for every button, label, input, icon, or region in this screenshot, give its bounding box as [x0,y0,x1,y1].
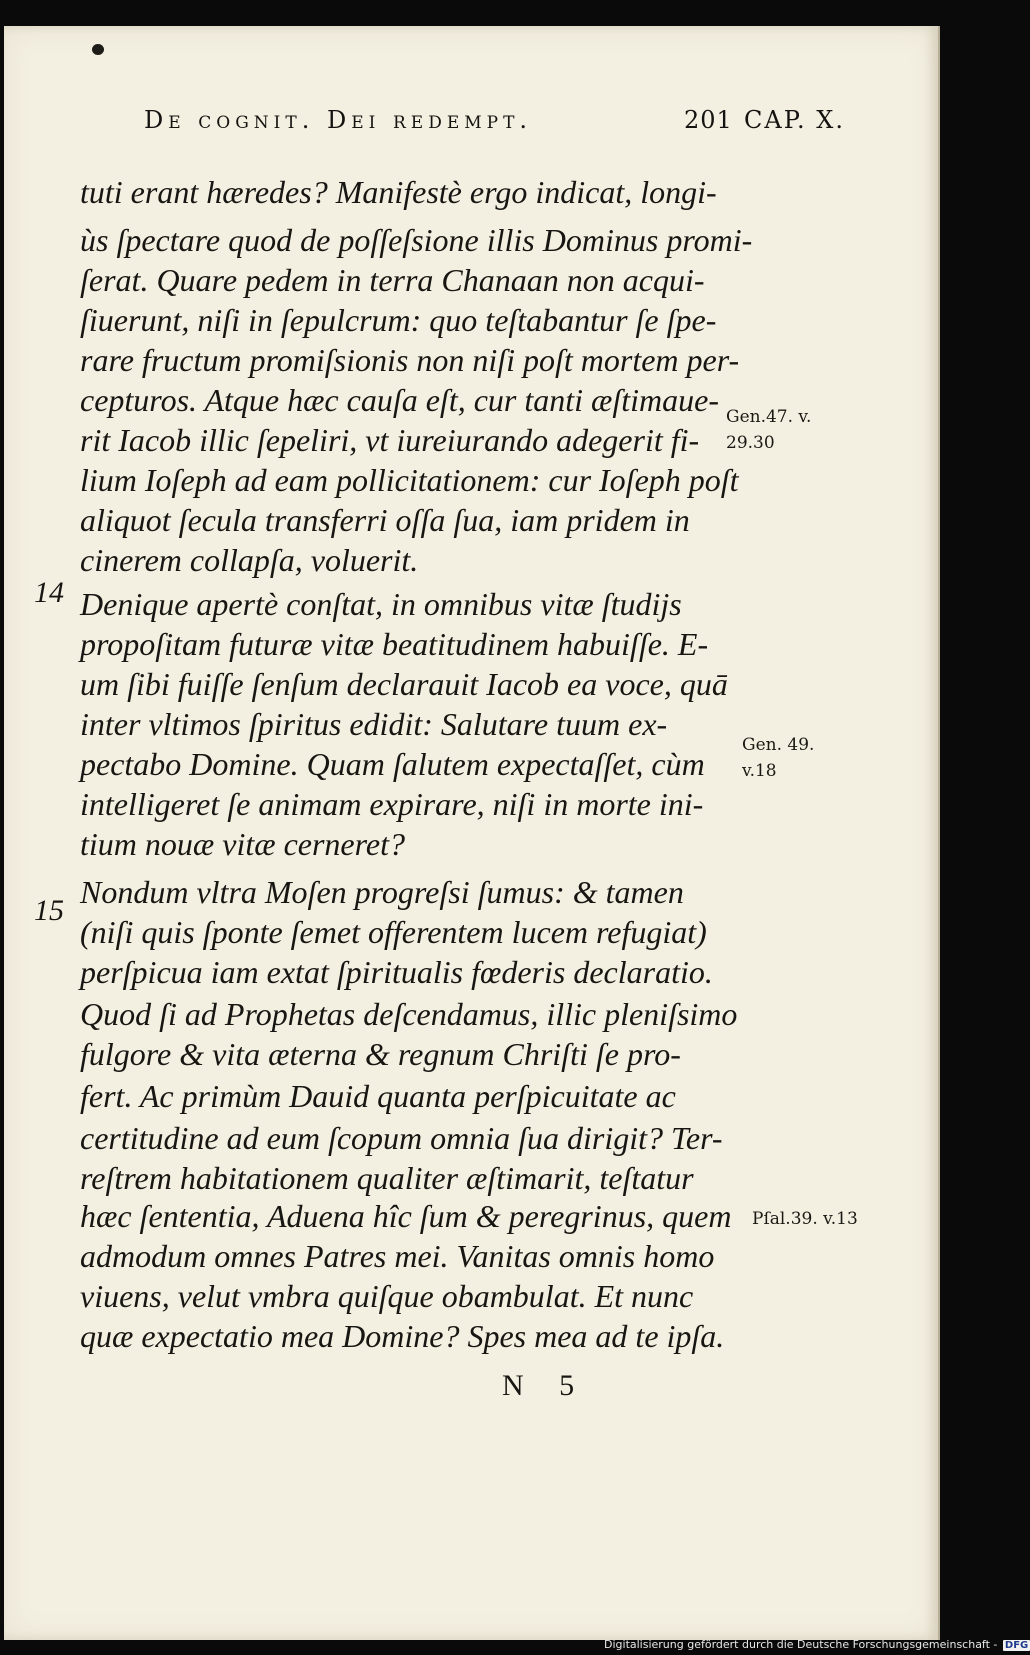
text-line: certitudine ad eum ſcopum omnia ſua dirigit? Ter- [80,1120,723,1156]
text-line: Denique apertè conſtat, in omnibus vitæ ſtudijs [80,586,682,622]
text-line: ſerat. Quare pedem in terra Chanaan non acqui- [80,262,705,298]
text-line: perſpicua iam extat ſpiritualis fœderis declaratio. [80,954,713,990]
text-line: fulgore & vita æterna & regnum Chriſti ſe pro- [80,1036,681,1072]
text-line: um ſibi fuiſſe ſenſum declarauit Iacob ea voce, quā [80,666,728,702]
text-line: quæ expectatio mea Domine? Spes mea ad te ipſa. [80,1318,725,1354]
text-line: inter vltimos ſpiritus edidit: Salutare tuum ex- [80,706,668,742]
text-line: tuti erant hæredes? Manifestè ergo indicat, longi- [80,174,717,210]
dfg-logo: DFG [1004,1640,1029,1651]
footer-credit [604,1638,1029,1652]
book-page [4,26,940,1640]
text-line: (niſi quis ſponte ſemet offerentem lucem refugiat) [80,914,707,950]
text-line: admodum omnes Patres mei. Vanitas omnis homo [80,1238,715,1274]
paragraph-number-15: 15 [34,894,64,927]
chapter-label: CAP. X. [744,106,845,134]
page-number: 201 [684,106,733,134]
text-line: pectabo Domine. Quam ſalutem expectaſſet, cùm [80,746,705,782]
running-title: De cognit. Dei redempt. [144,106,533,134]
paragraph-number-14: 14 [34,576,64,609]
text-line: tium nouæ vitæ cerneret? [80,826,405,862]
text-line: rit Iacob illic ſepeliri, vt iureiurando adegerit fi- [80,422,700,458]
text-line: Nondum vltra Moſen progreſsi ſumus: & tamen [80,874,684,910]
text-line: viuens, velut vmbra quiſque obambulat. Et nunc [80,1278,694,1314]
text-line: aliquot ſecula transferri oſſa ſua, iam pridem in [80,502,690,538]
text-line: propoſitam futuræ vitæ beatitudinem habuiſſe. E- [80,626,709,662]
signature-mark: N 5 [502,1369,589,1402]
margin-note-psal39: Pſal.39. v.13 [752,1209,858,1229]
text-line: ùs ſpectare quod de poſſeſsione illis Dominus promi- [80,222,753,258]
text-line: cepturos. Atque hæc cauſa eſt, cur tanti æſtimaue- [80,382,720,418]
text-line: lium Ioſeph ad eam pollicitationem: cur Ioſeph poſt [80,462,739,498]
text-line: intelligeret ſe animam expirare, niſi in morte ini- [80,786,704,822]
running-header [144,106,864,140]
text-line: hæc ſententia, Aduena hîc ſum & peregrinus, quem [80,1198,732,1234]
text-line: Quod ſi ad Prophetas deſcendamus, illic pleniſsimo [80,996,738,1032]
text-line: rare fructum promiſsionis non niſi poſt mortem per- [80,342,740,378]
text-line: cinerem collapſa, voluerit. [80,542,419,578]
text-line: ſiuerunt, niſi in ſepulcrum: quo teſtabantur ſe ſpe- [80,302,717,338]
text-line: reſtrem habitationem qualiter æſtimarit, teſtatur [80,1160,694,1196]
footer-text: Digitalisierung gefördert durch die Deutsche Forschungsgemeinschaft - [604,1638,998,1651]
ink-spot [92,44,104,55]
margin-note-gen49: Gen. 49. v.18 [742,735,815,781]
text-line: fert. Ac primùm Dauid quanta perſpicuitate ac [80,1078,676,1114]
margin-note-gen47: Gen.47. v. 29.30 [726,407,812,453]
